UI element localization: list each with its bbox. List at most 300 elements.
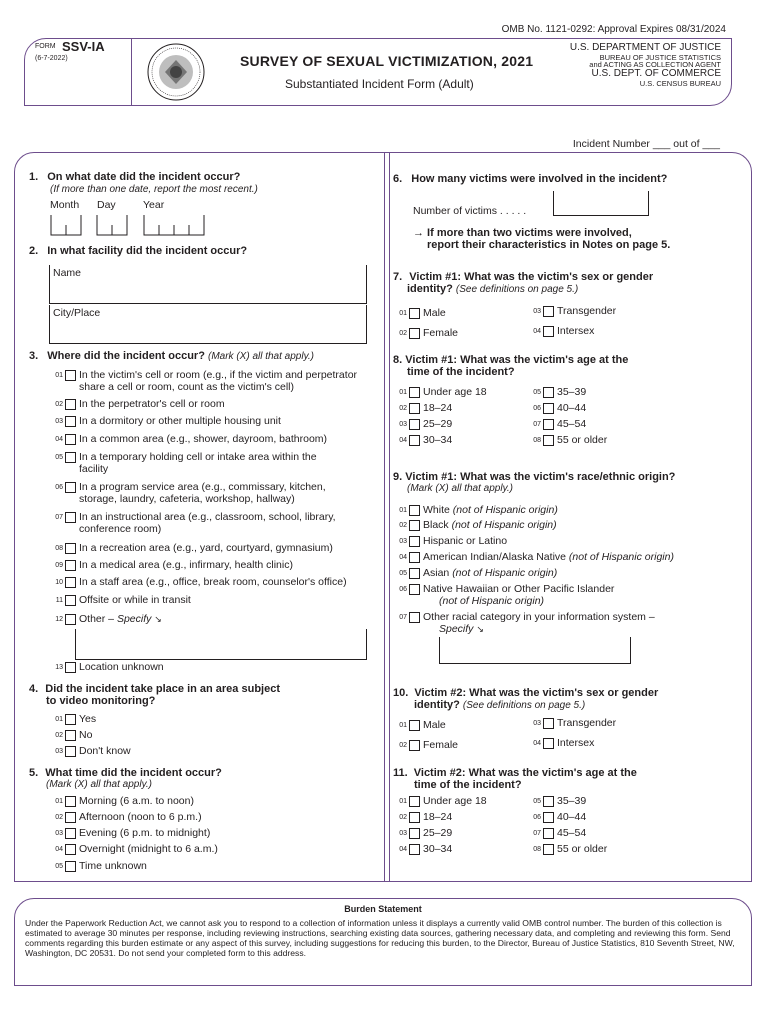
option-code: 07 [399,613,407,621]
q11-option-04[interactable] [393,843,452,855]
checkbox[interactable] [543,844,554,855]
q3-option-04[interactable] [49,433,327,445]
q5-option-01[interactable] [49,795,194,807]
checkbox[interactable] [409,568,420,579]
q8-option-08[interactable] [527,434,607,446]
q6-number: 6. [393,173,403,185]
q5-instruction: (Mark (X) all that apply.) [46,779,152,790]
option-label: Native Hawaiian or Other Pacific Islander [423,583,615,595]
option-label: 45–54 [557,827,587,839]
q4-option-yes[interactable] [49,713,96,725]
q1-text: On what date did the incident occur? [47,171,241,183]
q5-option-03[interactable] [49,827,210,839]
q2-number: 2. [29,245,39,257]
option-note: (not of Hispanic origin) [451,519,557,531]
option-code: 04 [55,845,63,853]
option-code: 13 [55,663,63,671]
omb-number: OMB No. 1121-0292: Approval Expires 08/31/2024 [501,24,726,35]
option-label: American Indian/Alaska Native [423,551,569,563]
q3-heading [29,350,314,362]
option-label: Transgender [557,305,617,317]
burden-text: Under the Paperwork Reduction Act, we cannot ask you to respond to a collection of information unless it displays a currently valid OMB control number. The burden of this collection is estimated to average 30 minutes per response, including reviewing instructions, searching existing data sources, gathering necessary data, and completing and reviewing this form. Send comments regarding this burden estimate or any aspect of this survey, including suggestions for reducing this burden, to the Director, Bureau of Justice Statistics, 810 Seventh Street, NW, Washington, DC 20531. Do not send your completed form to this address. [25,918,735,958]
q8-option-04[interactable] [393,434,452,446]
option-label: In a program service area (e.g., commissary, kitchen, [79,481,326,493]
q9-number: 9. [393,471,403,483]
checkbox[interactable] [65,543,76,554]
option-label: In a dormitory or other multiple housing unit [79,415,281,427]
option-label: Hispanic or Latino [423,535,508,547]
q1-number: 1. [29,171,39,183]
option-code: 05 [533,388,541,396]
checkbox[interactable] [543,718,554,729]
option-label: 45–54 [557,418,587,430]
checkbox[interactable] [409,844,420,855]
q3-number: 3. [29,350,39,362]
option-code: 02 [399,521,407,529]
q10-text: Victim #2: What was the victim's sex or gender [414,687,659,699]
checkbox[interactable] [65,595,76,606]
q1-day-label: Day [97,199,116,211]
checkbox[interactable] [543,796,554,807]
specify-arrow-icon: ↘ [476,624,484,634]
option-label: Intersex [557,325,595,337]
q11-option-01[interactable] [393,795,487,807]
q9-option-05[interactable] [393,567,557,579]
checkbox[interactable] [65,452,76,463]
checkbox[interactable] [543,403,554,414]
q10-heading [393,687,658,699]
q10-number: 10. [393,687,409,699]
q7-option-intersex[interactable] [527,325,594,337]
burden-title: Burden Statement [344,904,422,914]
q3-option-02[interactable] [49,398,225,410]
q7-option-female[interactable] [393,327,458,339]
q3-instruction: (Mark (X) all that apply.) [208,351,314,362]
option-label: 55 or older [557,434,608,446]
option-label: 40–44 [557,402,587,414]
checkbox[interactable] [543,828,554,839]
checkbox[interactable] [409,387,420,398]
checkbox[interactable] [65,560,76,571]
option-label: In a temporary holding cell or intake area within the [79,451,317,463]
checkbox[interactable] [65,861,76,872]
q7-option-male[interactable] [393,307,446,319]
option-code: 06 [533,404,541,412]
q10-option-male[interactable] [393,719,446,731]
option-code: 01 [399,309,407,317]
option-code: 02 [399,813,407,821]
q3-option-01[interactable] [49,369,357,381]
q8-option-06[interactable] [527,402,586,414]
q3-option-07-cont: conference room) [79,523,162,535]
checkbox[interactable] [543,419,554,430]
q3-option-06[interactable] [49,481,326,493]
q6-note-line1: → If more than two victims were involved, [413,227,632,239]
q3-option-10[interactable] [49,576,347,588]
q4-option-no[interactable] [49,729,92,741]
option-label: Evening (6 p.m. to midnight) [79,827,211,839]
option-label: Black [423,519,452,531]
q10-text-cont [414,699,585,711]
option-label: Other – [79,613,117,625]
option-code: 01 [399,388,407,396]
q11-number: 11. [393,767,408,779]
q8-option-01[interactable] [393,386,487,398]
option-code: 05 [533,797,541,805]
option-label: In a recreation area (e.g., yard, courtyard, gymnasium) [79,542,333,554]
q2-heading [29,245,247,257]
checkbox[interactable] [65,416,76,427]
q11-option-07[interactable] [527,827,586,839]
q7-text-2: identity? [407,283,453,295]
option-label: 35–39 [557,795,587,807]
q8-number: 8. [393,354,403,366]
option-code: 03 [55,747,63,755]
option-code: 05 [55,862,63,870]
option-label: White [423,504,453,516]
q8-option-05[interactable] [527,386,586,398]
q11-option-02[interactable] [393,811,452,823]
q11-option-03[interactable] [393,827,452,839]
q1-instruction: (If more than one date, report the most recent.) [50,184,258,195]
option-note: (not of Hispanic origin) [452,567,558,579]
option-label: In an instructional area (e.g., classroom, school, library, [79,511,336,523]
q3-option-09[interactable] [49,559,293,571]
checkbox[interactable] [65,399,76,410]
q9-option-06-note: (not of Hispanic origin) [439,595,545,607]
option-code: 06 [55,483,63,491]
q11-option-06[interactable] [527,811,586,823]
q10-option-transgender[interactable] [527,717,616,729]
questions-panel [14,152,752,882]
agencies-block [570,43,721,88]
option-label: Transgender [557,717,617,729]
q5-number: 5. [29,767,39,779]
q5-text: What time did the incident occur? [45,767,222,779]
option-label: No [79,729,93,741]
q11-option-05[interactable] [527,795,586,807]
q11-option-08[interactable] [527,843,607,855]
q9-text: Victim #1: What was the victim's race/ethnic origin? [405,471,676,483]
option-code: 01 [55,371,63,379]
q1-month-label: Month [50,199,80,211]
option-label: In a staff area (e.g., office, break room, counselor's office) [79,576,347,588]
agency-bjs: BUREAU OF JUSTICE STATISTICS [599,52,721,62]
city-place-field[interactable] [49,305,367,344]
option-code: 03 [399,537,407,545]
option-label: 25–29 [423,418,453,430]
checkbox[interactable] [409,328,420,339]
checkbox[interactable] [65,730,76,741]
checkbox[interactable] [65,512,76,523]
checkbox[interactable] [65,370,76,381]
q7-text-cont [407,283,578,295]
checkbox[interactable] [65,714,76,725]
option-code: 09 [55,561,63,569]
option-label: Male [423,307,446,319]
option-code: 01 [55,797,63,805]
checkbox[interactable] [543,738,554,749]
option-label: Don't know [79,745,131,757]
q3-option-12[interactable] [49,613,162,625]
q9-specify [439,623,484,635]
agency-doj: U.S. DEPARTMENT OF JUSTICE [569,42,721,53]
option-label: Afternoon (noon to 6 p.m.) [79,811,202,823]
option-label: Time unknown [79,860,147,872]
option-note: (not of Hispanic origin) [452,504,558,516]
option-code: 07 [533,829,541,837]
checkbox[interactable] [543,387,554,398]
option-code: 07 [533,420,541,428]
checkbox[interactable] [65,812,76,823]
q6-text: How many victims were involved in the incident? [411,173,668,185]
option-code: 02 [399,329,407,337]
option-code: 04 [533,327,541,335]
number-of-victims-field[interactable] [553,191,649,216]
option-label: 40–44 [557,811,587,823]
q11-heading [393,767,637,779]
form-date: (6-7-2022) [35,55,68,62]
option-label: Female [423,739,459,751]
q11-text-cont: time of the incident? [414,779,522,791]
option-label: In a medical area (e.g., infirmary, health clinic) [79,559,293,571]
q5-heading [29,767,222,779]
form-code: SSV-IA [62,39,105,54]
option-code: 11 [55,596,63,604]
q11-text: Victim #2: What was the victim's age at the [413,767,637,779]
burden-statement [14,898,752,986]
facility-name-label: Name [53,267,82,279]
checkbox[interactable] [543,326,554,337]
option-code: 02 [55,731,63,739]
option-label: 25–29 [423,827,453,839]
checkbox[interactable] [65,614,76,625]
option-code: 03 [533,307,541,315]
option-label: Asian [423,567,453,579]
agency-commerce: U.S. DEPT. OF COMMERCE [591,68,721,80]
option-code: 03 [533,719,541,727]
q10-text-2: identity? [414,699,460,711]
survey-title: SURVEY OF SEXUAL VICTIMIZATION, 2021 [240,53,534,69]
q4-option-dont-know[interactable] [49,745,131,757]
q6-note-line2: report their characteristics in Notes on page 5. [427,239,671,251]
q7-heading [393,271,653,283]
q3-option-05-cont: facility [79,463,109,475]
q9-option-02[interactable] [393,519,557,531]
option-code: 02 [399,404,407,412]
checkbox[interactable] [409,419,420,430]
q4-number: 4. [29,683,39,695]
q4-heading [29,683,280,695]
q3-option-11[interactable] [49,594,191,606]
option-code: 05 [399,569,407,577]
option-code: 08 [55,544,63,552]
option-code: 01 [55,715,63,723]
option-label: Intersex [557,737,595,749]
option-label: Offsite or while in transit [79,594,191,606]
q3-option-05[interactable] [49,451,317,463]
checkbox[interactable] [409,612,420,623]
option-code: 05 [55,453,63,461]
q9-heading [393,471,675,483]
checkbox[interactable] [65,828,76,839]
q9-option-03[interactable] [393,535,507,547]
agency-census: U.S. CENSUS BUREAU [639,78,721,88]
q10-option-female[interactable] [393,739,458,751]
option-label: Morning (6 a.m. to noon) [79,795,194,807]
doj-seal-icon [145,42,207,102]
q3-option-13[interactable] [49,661,164,673]
option-label: In a common area (e.g., shower, dayroom, bathroom) [79,433,328,445]
form-word: FORM [35,43,56,50]
form-header [24,38,732,106]
option-label: 18–24 [423,402,453,414]
q8-text-cont: time of the incident? [407,366,515,378]
q7-number: 7. [393,271,403,283]
option-code: 08 [533,436,541,444]
checkbox[interactable] [65,482,76,493]
option-code: 02 [55,813,63,821]
option-label: Under age 18 [423,795,487,807]
q7-option-transgender[interactable] [527,305,616,317]
option-code: 10 [55,578,63,586]
q9-option-01[interactable] [393,504,558,516]
option-label: 55 or older [557,843,608,855]
checkbox[interactable] [409,505,420,516]
q9-instruction: (Mark (X) all that apply.) [407,483,513,494]
checkbox[interactable] [409,308,420,319]
city-place-label: City/Place [53,307,101,319]
option-code: 12 [55,615,63,623]
option-label: Other racial category in your information system – [423,611,655,623]
q8-option-03[interactable] [393,418,452,430]
q3-option-07[interactable] [49,511,336,523]
q10-instruction: (See definitions on page 5.) [462,700,586,711]
option-label: In the perpetrator's cell or room [79,398,225,410]
option-code: 04 [399,845,407,853]
q10-option-intersex[interactable] [527,737,594,749]
checkbox[interactable] [65,844,76,855]
checkbox[interactable] [409,584,420,595]
survey-subtitle: Substantiated Incident Form (Adult) [285,77,474,91]
option-note: (not of Hispanic origin) [568,551,674,563]
q9-option-04[interactable] [393,551,674,563]
q3-option-08[interactable] [49,542,333,554]
checkbox[interactable] [409,536,420,547]
option-label: 35–39 [557,386,587,398]
q6-field-label: Number of victims . . . . . [413,205,527,217]
checkbox[interactable] [543,435,554,446]
q8-option-02[interactable] [393,402,452,414]
checkbox[interactable] [409,812,420,823]
checkbox[interactable] [409,552,420,563]
option-label: Female [423,327,459,339]
q2-text: In what facility did the incident occur? [47,245,248,257]
option-code: 01 [399,506,407,514]
q4-text-cont: to video monitoring? [46,695,156,707]
option-code: 03 [55,829,63,837]
option-code: 01 [399,721,407,729]
option-code: 08 [533,845,541,853]
q5-option-02[interactable] [49,811,202,823]
specify-arrow-icon: ↘ [154,614,162,624]
checkbox[interactable] [65,662,76,673]
q3-option-03[interactable] [49,415,281,427]
option-code: 02 [55,400,63,408]
agency-collection-agent: and ACTING AS COLLECTION AGENT [589,60,721,70]
option-code: 02 [399,741,407,749]
q5-option-04[interactable] [49,843,218,855]
facility-name-field[interactable] [49,265,367,304]
checkbox[interactable] [409,828,420,839]
option-label: 30–34 [423,843,453,855]
checkbox[interactable] [409,720,420,731]
specify-label: Specify [439,623,474,635]
option-code: 07 [55,513,63,521]
q7-text: Victim #1: What was the victim's sex or gender [409,271,654,283]
q1-year-label: Year [143,199,165,211]
q8-option-07[interactable] [527,418,586,430]
option-label: Under age 18 [423,386,487,398]
incident-number: Incident Number ___ out of ___ [572,138,720,150]
q5-option-05[interactable] [49,860,147,872]
option-label: In the victim's cell or room (e.g., if the victim and perpetrator [79,369,358,381]
q3-text: Where did the incident occur? [47,350,205,362]
checkbox[interactable] [543,306,554,317]
q9-option-07[interactable] [393,611,655,623]
q9-specify-field[interactable] [439,637,631,664]
q3-option-01-cont: share a cell or room, count as the victim's cell) [79,381,294,393]
checkbox[interactable] [65,434,76,445]
option-code: 04 [399,436,407,444]
checkbox[interactable] [65,796,76,807]
option-code: 03 [399,420,407,428]
checkbox[interactable] [65,577,76,588]
option-code: 04 [533,739,541,747]
checkbox[interactable] [65,746,76,757]
option-label: 30–34 [423,434,453,446]
form-id-cell [25,39,132,105]
option-code: 06 [533,813,541,821]
checkbox[interactable] [409,403,420,414]
q7-instruction: (See definitions on page 5.) [455,284,579,295]
q1-heading [29,171,240,183]
option-code: 01 [399,797,407,805]
checkbox[interactable] [409,796,420,807]
q6-heading [393,173,667,185]
column-divider [384,153,390,881]
q1-date-entry[interactable] [50,213,210,237]
checkbox[interactable] [409,520,420,531]
option-label: Overnight (midnight to 6 a.m.) [79,843,218,855]
q9-option-06[interactable] [393,583,614,595]
q3-option-06-cont: storage, laundry, cafeteria, workshop, hallway) [79,493,295,505]
specify-label: Specify [116,613,152,625]
checkbox[interactable] [543,812,554,823]
option-code: 04 [55,435,63,443]
option-code: 04 [399,553,407,561]
q8-text: Victim #1: What was the victim's age at the [405,354,629,366]
checkbox[interactable] [409,740,420,751]
q3-specify-field[interactable] [75,629,367,660]
checkbox[interactable] [409,435,420,446]
option-code: 03 [55,417,63,425]
option-label: Yes [79,713,97,725]
option-code: 06 [399,585,407,593]
option-code: 03 [399,829,407,837]
option-label: 18–24 [423,811,453,823]
q4-text: Did the incident take place in an area subject [45,683,280,695]
